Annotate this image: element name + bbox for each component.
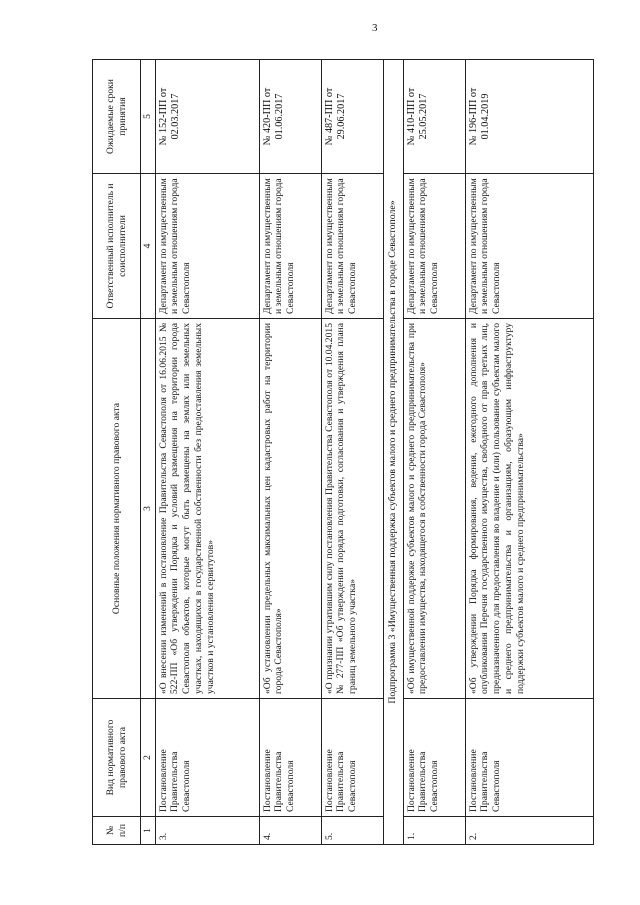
row-kind: Постановление Правительства Севастополя: [155, 699, 259, 817]
table-row: [321, 60, 383, 845]
row-kind: Постановление Правительства Севастополя: [321, 699, 383, 817]
col-number: 3: [141, 319, 156, 699]
rotated-table-container: [92, 60, 592, 845]
header-row: [93, 60, 141, 845]
column-number-row: [141, 60, 156, 845]
table-row: [465, 60, 593, 845]
row-executor: Департамент по имущественным и земельным отношениям города Севастополя: [403, 174, 465, 319]
row-content: «Об имущественной поддержке субъектов малого и среднего предпринимательства при предоставлении имущества, находящегося в собственности города Севастополя»: [403, 319, 465, 699]
header-kind: Вид нормативного правового акта: [93, 699, 141, 817]
row-executor: Департамент по имущественным и земельным отношениям города Севастополя: [465, 174, 593, 319]
section-title: Подпрограмма 3 «Имущественная поддержка субъектов малого и среднего предпринимательства в городе Севастополе»: [383, 60, 403, 845]
row-num: 4.: [259, 817, 321, 845]
row-executor: Департамент по имущественным и земельным отношениям города Севастополя: [321, 174, 383, 319]
normative-acts-table: [92, 59, 594, 845]
row-num: 5.: [321, 817, 383, 845]
row-deadline: № 152-ПП от 02.03.2017: [155, 60, 259, 174]
header-num: № п/п: [93, 817, 141, 845]
row-deadline: № 196-ПП от 01.04.2019: [465, 60, 593, 174]
header-content: Основные положения нормативного правового акта: [93, 319, 141, 699]
col-number: 5: [141, 60, 156, 174]
table-row: [403, 60, 465, 845]
row-content: «Об утверждении Порядка формирования, ведения, ежегодного дополнения и опубликования Перечня государственного имущества, свободного от прав третьих лиц, предназначенного для предоставления во владение и (или) пользование субъектам малого и среднего предпринимательства и организациям, образующим инфраструктуру поддержки субъектов малого и среднего предпринимательства»: [465, 319, 593, 699]
row-content: «О признании утратившим силу постановления Правительства Севастополя от 10.04.2015 № 277-ПП «Об утверждении порядка подготовки, согласования и утверждения плана границ земельного участка»: [321, 319, 383, 699]
col-number: 2: [141, 699, 156, 817]
row-kind: Постановление Правительства Севастополя: [259, 699, 321, 817]
col-number: 4: [141, 174, 156, 319]
table-row: [259, 60, 321, 845]
row-deadline: № 487-ПП от 29.06.2017: [321, 60, 383, 174]
row-executor: Департамент по имущественным и земельным отношениям города Севастополя: [155, 174, 259, 319]
row-num: 1.: [403, 817, 465, 845]
row-kind: Постановление Правительства Севастополя: [403, 699, 465, 817]
row-content: «О внесении изменений в постановление Правительства Севастополя от 16.06.2015 № 522-ПП «Об утверждении Порядка и условий размещения на территории города Севастополя объектов, которые могут быть размещены на землях или земельных участках, находящихся в государственной собственности без предоставления земельных участков и установления сервитутов»: [155, 319, 259, 699]
table-row: [155, 60, 259, 845]
header-deadline: Ожидаемые сроки принятия: [93, 60, 141, 174]
col-number: 1: [141, 817, 156, 845]
row-num: 2.: [465, 817, 593, 845]
row-deadline: № 410-ПП от 25.05.2017: [403, 60, 465, 174]
header-executor: Ответственный исполнитель и соисполнители: [93, 174, 141, 319]
row-executor: Департамент по имущественным и земельным отношениям города Севастополя: [259, 174, 321, 319]
section-row: [383, 60, 403, 845]
page-number: 3: [372, 22, 378, 34]
row-deadline: № 420-ПП от 01.06.2017: [259, 60, 321, 174]
row-content: «Об установлении предельных максимальных цен кадастровых работ на территории города Севастополя»: [259, 319, 321, 699]
row-num: 3.: [155, 817, 259, 845]
row-kind: Постановление Правительства Севастополя: [465, 699, 593, 817]
